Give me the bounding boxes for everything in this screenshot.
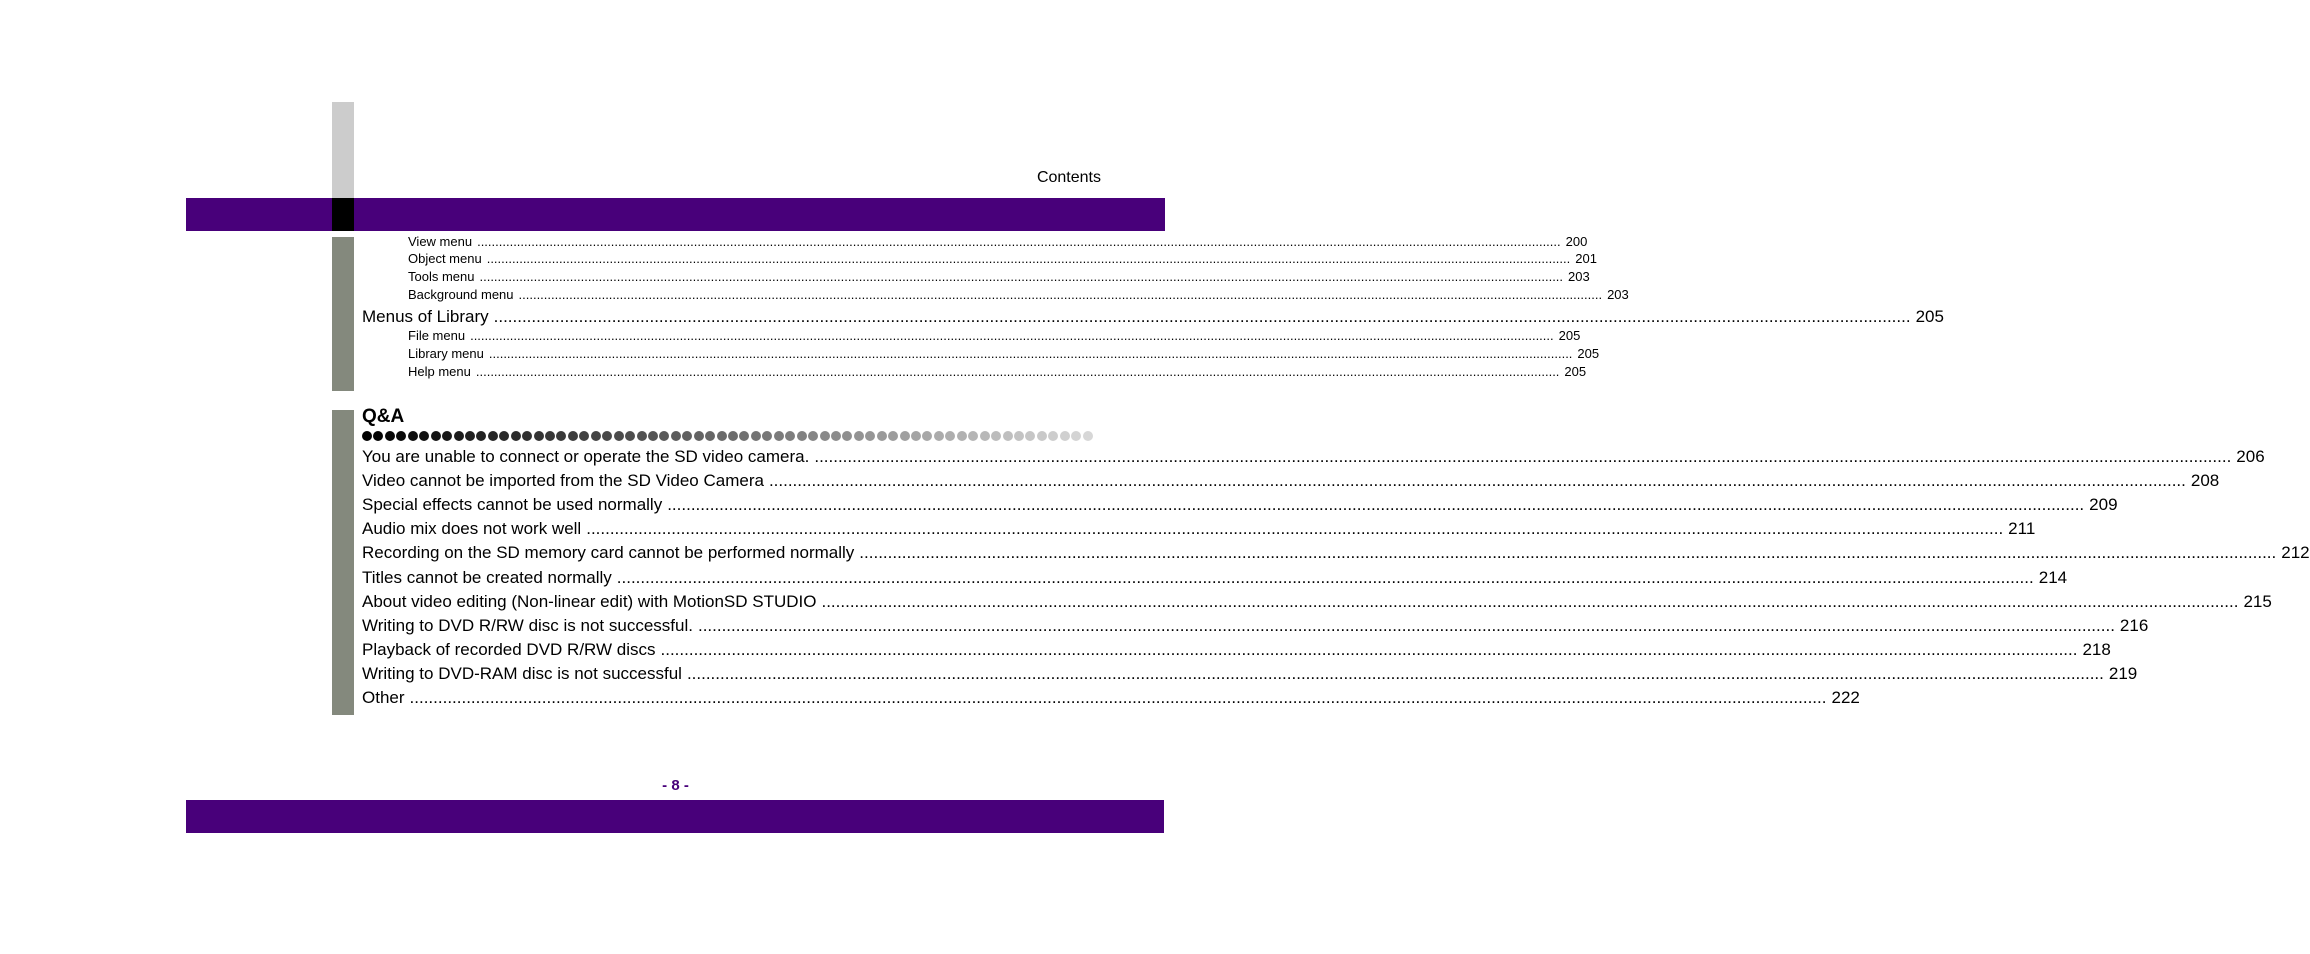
divider-dot xyxy=(1037,431,1047,441)
toc-entry[interactable] xyxy=(408,346,1600,364)
qa-entry[interactable] xyxy=(362,688,1860,712)
divider-dot xyxy=(442,431,452,441)
qa-entry[interactable] xyxy=(362,567,2068,592)
toc-entry-label: File menu xyxy=(408,328,466,343)
toc-entry-label: Library menu xyxy=(408,346,484,361)
toc-entry[interactable] xyxy=(408,269,1590,287)
qa-entry-label: Audio mix does not work well xyxy=(362,519,582,539)
divider-dot xyxy=(808,431,818,441)
qa-entry[interactable] xyxy=(362,663,2138,688)
divider-dot xyxy=(625,431,635,441)
divider-dot xyxy=(465,431,475,441)
divider-dot xyxy=(888,431,898,441)
toc-leader: ............................................................................................................................................................................................................................................................................................................ xyxy=(859,543,2277,563)
divider-dot xyxy=(511,431,521,441)
divider-dot xyxy=(854,431,864,441)
qa-entry-page: 216 xyxy=(2119,615,2149,635)
qa-entry-page: 208 xyxy=(2190,471,2220,491)
toc-leader: ............................................................................................................................................................................................................................................................................................................ xyxy=(470,328,1554,343)
toc-leader: ............................................................................................................................................................................................................................................................................................................ xyxy=(814,447,2232,466)
divider-dot xyxy=(934,431,944,441)
qa-entry[interactable] xyxy=(362,471,2220,495)
toc-entry-page: 205 xyxy=(1577,346,1600,361)
toc-entry-page: 205 xyxy=(1564,364,1587,379)
qa-entry-label: Titles cannot be created normally xyxy=(362,567,612,587)
qa-entry[interactable] xyxy=(362,519,2036,543)
toc-entry[interactable] xyxy=(408,234,1588,252)
qa-entry[interactable] xyxy=(362,639,2111,664)
qa-entry-page: 212 xyxy=(2281,543,2310,563)
toc-leader: ............................................................................................................................................................................................................................................................................................................ xyxy=(667,495,2085,515)
toc-entry-page: 201 xyxy=(1575,251,1597,266)
divider-dot xyxy=(1060,431,1070,441)
toc-entry-page: 205 xyxy=(1558,328,1581,343)
divider-dot xyxy=(865,431,875,441)
divider-dot xyxy=(659,431,669,441)
divider-dot xyxy=(454,431,464,441)
divider-dot xyxy=(637,431,647,441)
toc-leader: ............................................................................................................................................................................................................................................................................................................ xyxy=(586,519,2004,539)
chapter-tab-dark xyxy=(332,198,354,231)
toc-entry-page: 203 xyxy=(1568,269,1590,284)
toc-entry-label: Help menu xyxy=(408,364,471,379)
divider-dot xyxy=(648,431,658,441)
divider-dot xyxy=(751,431,761,441)
toc-entry-page: 205 xyxy=(1915,307,1944,326)
qa-heading: Q&A xyxy=(362,406,405,427)
divider-dot xyxy=(842,431,852,441)
toc-leader: ............................................................................................................................................................................................................................................................................................................ xyxy=(616,567,2034,587)
qa-entry-page: 219 xyxy=(2108,663,2138,683)
divider-dot xyxy=(1014,431,1024,441)
divider-dot xyxy=(385,431,395,441)
divider-dot xyxy=(762,431,772,441)
divider-dot xyxy=(694,431,704,441)
qa-entry-label: Recording on the SD memory card cannot be performed normally xyxy=(362,543,855,563)
qa-entry[interactable] xyxy=(362,615,2149,640)
dotted-divider xyxy=(362,431,1098,443)
toc-entry[interactable] xyxy=(408,328,1581,346)
qa-entry[interactable] xyxy=(362,447,2265,471)
toc-entry-page: 200 xyxy=(1565,234,1588,249)
toc-leader: ............................................................................................................................................................................................................................................................................................................ xyxy=(686,663,2104,683)
divider-dot xyxy=(373,431,383,441)
qa-entry-page: 218 xyxy=(2082,639,2111,659)
divider-dot xyxy=(1048,431,1058,441)
qa-entry-page: 222 xyxy=(1831,688,1860,707)
divider-dot xyxy=(739,431,749,441)
divider-dot xyxy=(945,431,955,441)
toc-leader: ............................................................................................................................................................................................................................................................................................................ xyxy=(518,287,1603,302)
divider-dot xyxy=(419,431,429,441)
divider-dot xyxy=(968,431,978,441)
toc-leader: ............................................................................................................................................................................................................................................................................................................ xyxy=(768,471,2186,491)
toc-leader: ............................................................................................................................................................................................................................................................................................................ xyxy=(697,615,2115,635)
divider-dot xyxy=(1025,431,1035,441)
toc-entry-label: Background menu xyxy=(408,287,514,302)
qa-entry-label: Other xyxy=(362,688,405,707)
toc-leader: ............................................................................................................................................................................................................................................................................................................ xyxy=(493,307,1911,326)
divider-dot xyxy=(396,431,406,441)
divider-dot xyxy=(476,431,486,441)
divider-dot xyxy=(568,431,578,441)
toc-entry-label: View menu xyxy=(408,234,473,249)
divider-dot xyxy=(671,431,681,441)
divider-dot xyxy=(522,431,532,441)
toc-leader: ............................................................................................................................................................................................................................................................................................................ xyxy=(409,688,1827,707)
divider-dot xyxy=(591,431,601,441)
qa-entry[interactable] xyxy=(362,495,2118,519)
divider-dot xyxy=(831,431,841,441)
toc-entry[interactable] xyxy=(408,251,1597,269)
toc-entry[interactable] xyxy=(408,364,1587,382)
qa-entry-label: About video editing (Non-linear edit) with MotionSD STUDIO xyxy=(362,591,817,611)
divider-dot xyxy=(534,431,544,441)
qa-entry-page: 209 xyxy=(2089,495,2118,515)
toc-leader: ............................................................................................................................................................................................................................................................................................................ xyxy=(660,639,2078,659)
qa-side-bar xyxy=(332,410,354,715)
toc-leader: ............................................................................................................................................................................................................................................................................................................ xyxy=(477,234,1561,249)
divider-dot xyxy=(1003,431,1013,441)
divider-dot xyxy=(991,431,1001,441)
divider-dot xyxy=(1083,431,1093,441)
toc-entry-label: Menus of Library xyxy=(362,307,489,326)
divider-dot xyxy=(408,431,418,441)
qa-entry-page: 214 xyxy=(2038,567,2068,587)
divider-dot xyxy=(797,431,807,441)
qa-entry-page: 206 xyxy=(2236,447,2265,466)
toc-entry-label: Tools menu xyxy=(408,269,475,284)
divider-dot xyxy=(488,431,498,441)
chapter-tab-light xyxy=(332,102,354,198)
toc-leader: ............................................................................................................................................................................................................................................................................................................ xyxy=(475,364,1560,379)
qa-entry-label: Writing to DVD R/RW disc is not successful. xyxy=(362,615,693,635)
divider-dot xyxy=(774,431,784,441)
toc-entry-page: 203 xyxy=(1607,287,1629,302)
divider-dot xyxy=(579,431,589,441)
qa-entry[interactable] xyxy=(362,543,2310,567)
divider-dot xyxy=(820,431,830,441)
toc-entry-label: Object menu xyxy=(408,251,482,266)
divider-dot xyxy=(1071,431,1081,441)
toc-leader: ............................................................................................................................................................................................................................................................................................................ xyxy=(486,251,1571,266)
divider-dot xyxy=(957,431,967,441)
toc-entry[interactable] xyxy=(408,287,1629,305)
qa-entry-page: 215 xyxy=(2243,591,2272,611)
divider-dot xyxy=(602,431,612,441)
divider-dot xyxy=(717,431,727,441)
divider-dot xyxy=(705,431,715,441)
divider-dot xyxy=(785,431,795,441)
qa-entry-label: Playback of recorded DVD R/RW discs xyxy=(362,639,656,659)
footer-band xyxy=(186,800,1164,833)
qa-entry[interactable] xyxy=(362,591,2272,616)
divider-dot xyxy=(980,431,990,441)
divider-dot xyxy=(614,431,624,441)
divider-dot xyxy=(922,431,932,441)
divider-dot xyxy=(877,431,887,441)
divider-dot xyxy=(545,431,555,441)
divider-dot xyxy=(900,431,910,441)
qa-entry-page: 211 xyxy=(2008,519,2036,539)
toc-leader: ............................................................................................................................................................................................................................................................................................................ xyxy=(821,591,2239,611)
divider-dot xyxy=(682,431,692,441)
divider-dot xyxy=(431,431,441,441)
qa-entry-label: Video cannot be imported from the SD Video Camera xyxy=(362,471,764,491)
divider-dot xyxy=(728,431,738,441)
divider-dot xyxy=(556,431,566,441)
qa-entry-label: Writing to DVD-RAM disc is not successful xyxy=(362,663,682,683)
toc-leader: ............................................................................................................................................................................................................................................................................................................ xyxy=(488,346,1573,361)
divider-dot xyxy=(911,431,921,441)
qa-entry-label: Special effects cannot be used normally xyxy=(362,495,663,515)
divider-dot xyxy=(362,431,372,441)
qa-entry-label: You are unable to connect or operate the SD video camera. xyxy=(362,447,810,466)
page-header-title: Contents xyxy=(1036,169,1101,186)
toc-leader: ............................................................................................................................................................................................................................................................................................................ xyxy=(479,269,1564,284)
section-side-bar xyxy=(332,237,354,391)
divider-dot xyxy=(499,431,509,441)
page-number: - 8 - xyxy=(662,777,689,794)
